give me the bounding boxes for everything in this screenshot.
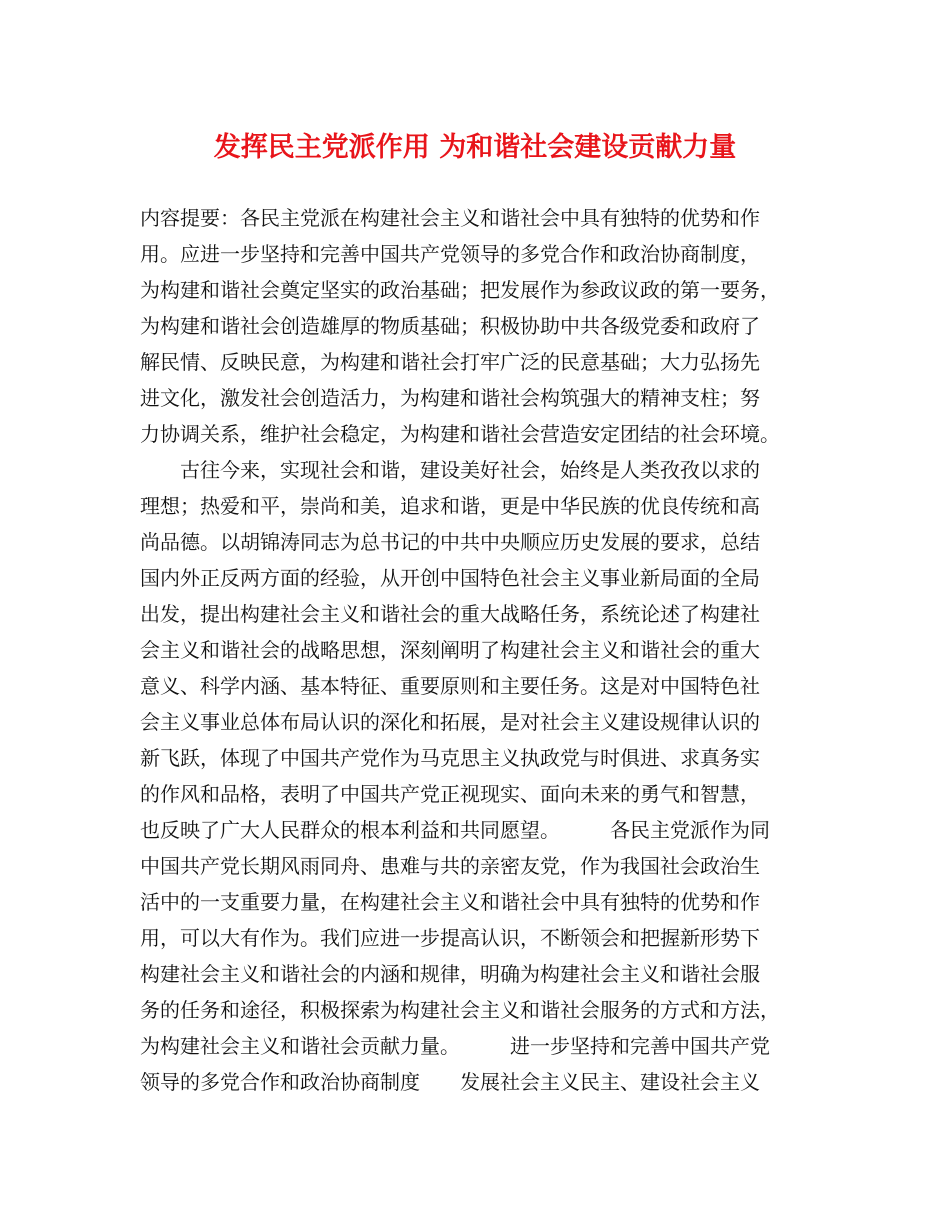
text-line: 为构建社会主义和谐社会贡献力量。 进一步坚持和完善中国共产党	[140, 1034, 770, 1058]
text-line: 为构建和谐社会创造雄厚的物质基础；积极协助中共各级党委和政府了	[140, 314, 760, 338]
text-line: 理想；热爱和平，崇尚和美，追求和谐，更是中华民族的优良传统和高	[140, 494, 760, 518]
text-line: 进文化，激发社会创造活力，为构建和谐社会构筑强大的精神支柱；努	[140, 386, 760, 410]
text-line: 活中的一支重要力量，在构建社会主义和谐社会中具有独特的优势和作	[140, 890, 760, 914]
text-line: 用。应进一步坚持和完善中国共产党领导的多党合作和政治协商制度，	[140, 242, 760, 266]
text-line: 力协调关系，维护社会稳定，为构建和谐社会营造安定团结的社会环境。	[140, 422, 780, 446]
document-title: 发挥民主党派作用 为和谐社会建设贡献力量	[213, 132, 737, 163]
text-line: 意义、科学内涵、基本特征、重要原则和主要任务。这是对中国特色社	[140, 674, 760, 698]
text-line: 也反映了广大人民群众的根本利益和共同愿望。 各民主党派作为同	[140, 818, 770, 842]
text-line: 为构建和谐社会奠定坚实的政治基础；把发展作为参政议政的第一要务，	[140, 278, 780, 302]
text-line: 国内外正反两方面的经验，从开创中国特色社会主义事业新局面的全局	[140, 566, 760, 590]
text-line: 内容提要：各民主党派在构建社会主义和谐社会中具有独特的优势和作	[140, 206, 760, 230]
text-line: 构建社会主义和谐社会的内涵和规律，明确为构建社会主义和谐社会服	[140, 962, 760, 986]
document-body	[140, 200, 820, 1100]
text-line: 务的任务和途径，积极探索为构建社会主义和谐社会服务的方式和方法，	[140, 998, 780, 1022]
text-line: 出发，提出构建社会主义和谐社会的重大战略任务，系统论述了构建社	[140, 602, 760, 626]
text-line: 会主义和谐社会的战略思想，深刻阐明了构建社会主义和谐社会的重大	[140, 638, 760, 662]
text-line: 中国共产党长期风雨同舟、患难与共的亲密友党，作为我国社会政治生	[140, 854, 760, 878]
text-line: 的作风和品格，表明了中国共产党正视现实、面向未来的勇气和智慧，	[140, 782, 760, 806]
text-line: 新飞跃，体现了中国共产党作为马克思主义执政党与时俱进、求真务实	[140, 746, 760, 770]
text-line: 尚品德。以胡锦涛同志为总书记的中共中央顺应历史发展的要求，总结	[140, 530, 760, 554]
text-line: 古往今来，实现社会和谐，建设美好社会，始终是人类孜孜以求的	[140, 458, 760, 482]
text-line: 解民情、反映民意，为构建和谐社会打牢广泛的民意基础；大力弘扬先	[140, 350, 760, 374]
text-line: 会主义事业总体布局认识的深化和拓展，是对社会主义建设规律认识的	[140, 710, 760, 734]
text-line: 领导的多党合作和政治协商制度 发展社会主义民主、建设社会主义	[140, 1070, 760, 1094]
text-line: 用，可以大有作为。我们应进一步提高认识，不断领会和把握新形势下	[140, 926, 760, 950]
